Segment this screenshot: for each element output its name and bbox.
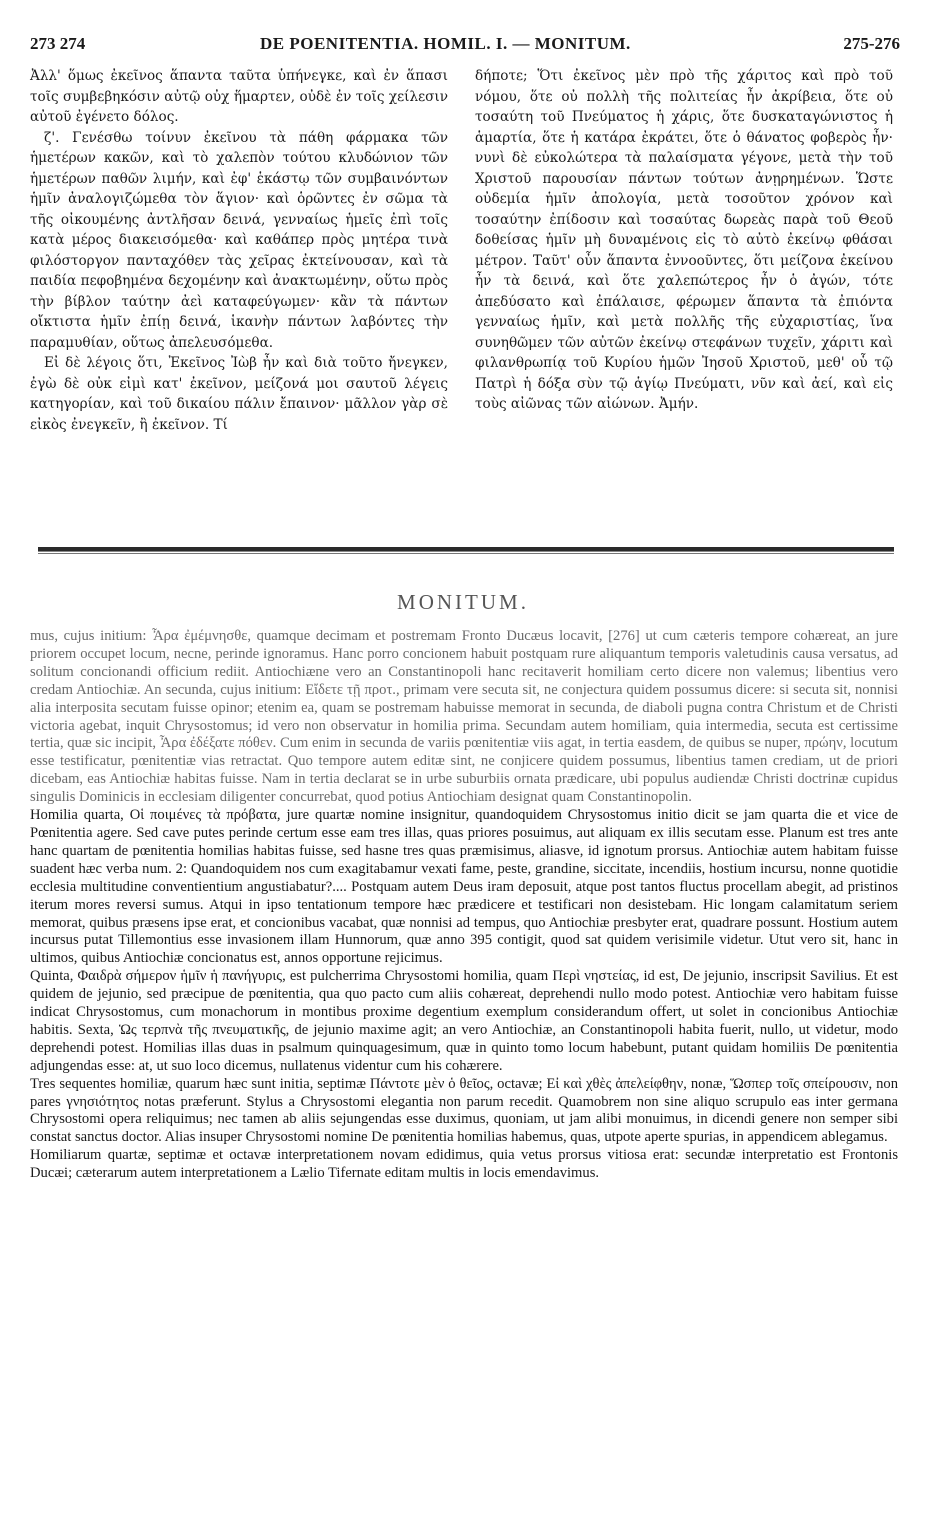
greek-text-right-column <box>475 66 893 415</box>
greek-left-paragraph: ζ'. Γενέσθω τοίνυν ἐκεῖνου τὰ πάθη φάρμακα τῶν ἡμετέρων κακῶν, καὶ τὸ χαλεπὸν τούτου κλυδώνιον τῶν ἡμετέρων παθῶν λιμήν, καὶ ἐφ' ἑκάστῳ τῶν συμβαινόντων ἡμῖν ἀναλογιζώμεθα τὸν ἅγιον· καὶ ὁρῶντες ἐν σῶμα τὰ τῆς οἰκουμένης ἀντλῆσαν δεινά, γενναίως ἡμεῖς ἐπὶ τοῖς κατὰ μέρος διακεισόμεθα· καὶ καθάπερ πρὸς μητέρα τινὰ φιλόστοργον πανταχόθεν τὰς χεῖρας ἐκτείνουσαν, καὶ τὰ παιδία πεφοβημένα δεχομένην καὶ ἀνακτωμένην, οὕτω πρὸς τὴν βίβλον ταύτην ἀεὶ καταφεύγωμεν· κἂν τὰ πάντων οἴκτιστα ἡμῖν ἐπίῃ δεινά, ἱκανὴν πάντων λαβόντες τὴν παραμυθίαν, οὕτως ἀπελευσόμεθα. <box>30 129 448 351</box>
monitum-paragraph: Quinta, Φαιδρὰ σήμερον ἡμῖν ἡ πανήγυρις, est pulcherrima Chrysostomi homilia, quam Περὶ νηστείας, id est, De jejunio, inscripsit Savilius. Et est quidem de jejunio, sed præcipue de pœnitentia, qua quo pacto cum aliis cohæreat, deprehendi nullo modo potest. Antiochiæ vero habitam fuisse indicat Chrysostomus, cum monachorum in montibus proxime degentium exemplum considerandum offert, ut solet in concionibus Antiochiæ habitis. Sexta, Ὡς τερπνὰ τῆς πνευματικῆς, de jejunio maxime agit; an vero Antiochiæ, an Constantinopoli habita fuerit, nullo, ut videtur, modo deprehendi potest. Homilias illas duas in psalmum quinquagesimum, quæ in quinto tomo locum habebunt, putant quidam homiliis De pœnitentia adjungendas esse: at, ut suo loco dicemus, nullatenus videntur cum his cohærere. <box>30 968 898 1074</box>
header-title: DE POENITENTIA. HOMIL. I. — MONITUM. <box>260 34 631 53</box>
greek-text-left-column <box>30 66 448 435</box>
header-page-numbers-left: 273 274 <box>30 34 86 53</box>
greek-left-paragraph: Ἀλλ' ὅμως ἐκεῖνος ἅπαντα ταῦτα ὑπήνεγκε, καὶ ἐν ἅπασι τοῖς συμβεβηκόσιν αὐτῷ οὐχ ἥμαρτεν, οὐδὲ ἐν τοῖς χείλεσιν αὐτοῦ ἐγένετο δόλος. <box>30 68 448 125</box>
running-header <box>30 34 900 58</box>
section-divider-thin <box>38 553 894 554</box>
header-page-numbers-right: 275-276 <box>843 34 900 53</box>
monitum-paragraph: mus, cujus initium: Ἆρα ἐμέμνησθε, quamque decimam et postremam Fronto Ducæus locavit, [276] ut cum cæteris tempore cohæreat, an jure priorem occupet locum, necne, perinde ignoramus. Hanc porro concionem habuit postquam rure aliquantum temporis valetudinis causa versatus, ad solitum concionandi officium rediit. Antiochiæne vero an Constantinopoli hanc recitaverit homiliam certo dicere non valemus; libentius vero credam Antiochiæ. An secunda, cujus initium: Εἴδετε τῇ προτ., primam vere secuta sit, ne conjectura quidem possumus dicere: si secuta sit, nonnisi alia interposita secutam fuisse opinor; etenim ea, quam se postremam habuisse memorat in secunda, de diaboli pugna contra Christum et de Christi victoria agebat, inquit Chrysostomus; id vero non observatur in homilia prima. Secundam autem homiliam, quia intermedia, secuta est certissime tertia, quæ sic incipit, Ἆρα ἐδέξατε πόθεν. Cum enim in secunda de variis pœnitentiæ viis agat, in tertia easdem, de quibus se nuper, πρώην, locutum esse testificatur, pœnitentiæ vias retractat. Quo tempore autem editæ sint, ne conjicere quidem possumus, libentius tamen crediam, ut de priori dicebam, eas Antiochiæ habitas fuisse. Nam in tertia declarat se in urbe suburbiis ornata prædicare, ubi populus audiendæ Christi doctrinæ cupidus singulis Dominicis in ecclesiam diligenter concurrebat, quod potius Antiochiam designat quam Constantinopolin. <box>30 628 898 806</box>
greek-right-paragraph: δήποτε; Ὅτι ἐκεῖνος μὲν πρὸ τῆς χάριτος καὶ πρὸ τοῦ νόμου, ὅτε οὐ πολλὴ τῆς πολιτείας ἦν ἀκρίβεια, ὅτε οὐ τοσαύτη τοῦ Πνεύματος ἡ χάρις, ὅτε δυσκαταγώνιστος ἡ ἁμαρτία, ὅτε ἡ κατάρα ἐκράτει, ὅτε ὁ θάνατος φοβερὸς ἦν· νυνὶ δὲ εὐκολώτερα τὰ παλαίσματα γέγονε, μετὰ τὴν τοῦ Χριστοῦ παρουσίαν πάντων τούτων ἀνῃρημένων. Ὥστε οὐδεμία ἡμῖν ἀπολογία, μετὰ τοσοῦτον χρόνον καὶ τοσαύτην ἐπίδοσιν καὶ τοσαύτας δωρεὰς παρὰ τοῦ Θεοῦ δοθείσας ἡμῖν μὴ δυναμένοις εἰς τὸ αὐτὸ ἐκείνῳ φθάσαι μέτρον. Ταῦτ' οὖν ἅπαντα ἐννοοῦντες, ὅτι μείζονα ἐκείνου ἦν τὰ δεινά, καὶ ὅτε χαλεπώτερος ἦν ὁ ἀγών, τότε ἀπεδύσατο καὶ ἐπάλαισε, φέρωμεν ἅπαντα τὰ ἐπιόντα γενναίως ἡμῖν, καὶ μετὰ πολλῆς τῆς εὐχαριστίας, ἵνα συνηθῶμεν τῶν αὐτῶν ἐκείνῳ στεφάνων τυχεῖν, χάριτι καὶ φιλανθρωπίᾳ τοῦ Κυρίου ἡμῶν Ἰησοῦ Χριστοῦ, μεθ' οὗ τῷ Πατρὶ ἡ δόξα σὺν τῷ ἁγίῳ Πνεύματι, νῦν καὶ ἀεί, καὶ εἰς τοὺς αἰῶνας τῶν αἰώνων. Ἀμήν. <box>475 68 893 412</box>
monitum-heading: MONITUM. <box>397 590 529 614</box>
greek-left-paragraph: Εἰ δὲ λέγοις ὅτι, Ἐκεῖνος Ἰὼβ ἦν καὶ διὰ τοῦτο ἤνεγκεν, ἐγὼ δὲ οὐκ εἰμὶ κατ' ἐκεῖνον, μείζονά μοι σαυτοῦ λέγεις κατηγορίαν, καὶ τοῦ δικαίου πάλιν ἔπαινον· μᾶλλον γὰρ σὲ εἰκὸς ἐνεγκεῖν, ἢ ἐκεῖνον. Τί <box>30 355 448 433</box>
monitum-paragraph: Homiliarum quartæ, septimæ et octavæ interpretationem novam edidimus, quia vetus prorsus vitiosa erat: secundæ interpretatio est Frontonis Ducæi; cæterarum autem interpretationem a Lælio Tifernate editam multis in locis emendavimus. <box>30 1147 898 1182</box>
section-divider <box>38 547 894 552</box>
monitum-paragraph: Homilia quarta, Οἱ ποιμένες τὰ πρόβατα, jure quartæ nomine insignitur, quandoquidem Chrysostomus initio dicit se jam quarta die et vice de Pœnitentia agere. Sed cave putes perinde certum esse eam tres illas, quas priores posuimus, aut aliquam ex illis secutam esse. Planum est tres ante hanc quartam de pœnitentia homilias habitas fuisse, sed hasne tres quas præmisimus, aliasve, id ignotum prorsus. Antiochiæ autem habitam fuisse suadent hæc verba num. 2: Quandoquidem nos cum exagitabamur vexati fame, peste, grandine, siccitate, incendiis, hostium incursu, nonne quotidie ecclesia multitudine conventientium angustiabatur?.... Postquam autem Deus iram deposuit, atque post tantos fluctus procellam abegit, ad pristinos iterum mores reversi sumus. Atqui in ipso tentationum tempore hæc prædicere et testificari non desistebam. Hic longam calamitatum seriem memorat, quibus præsens ipse erat, et concionibus vacabat, quæ nonnisi ad tempus, quo Antiochiæ presbyter erat, quadrare possunt. Hostium autem incursus putat Tillemontius esse invasionem illam Hunnorum, quæ anno 395 contigit, quod sat quidem verisimile videtur. Utut vero sit, hanc in ultimos, quibus Antiochiæ concionatus est, annos opportune rejicimus. <box>30 807 898 967</box>
monitum-body <box>30 628 898 1183</box>
monitum-paragraph: Tres sequentes homiliæ, quarum hæc sunt initia, septimæ Πάντοτε μὲν ὁ θεῖος, octavæ; Εἰ καὶ χθὲς ἀπελείφθην, nonæ, Ὥσπερ τοῖς σπείρουσιν, non pares γνησιότητος notas præferunt. Stylus a Chrysostomi elegantia non parum recedit. Quamobrem non sine aliquo scrupulo eas inter germana Chrysostomi opera reliquimus; nec tamen ab aliis sejungendas esse duximus, quoniam, ut jam alibi monuimus, in dicendi genere non semper sibi constat sanctus doctor. Alias insuper Chrysostomi nomine De pœnitentia homilias habemus, quas, utpote aperte spurias, in appendicem ablegamus. <box>30 1075 898 1146</box>
